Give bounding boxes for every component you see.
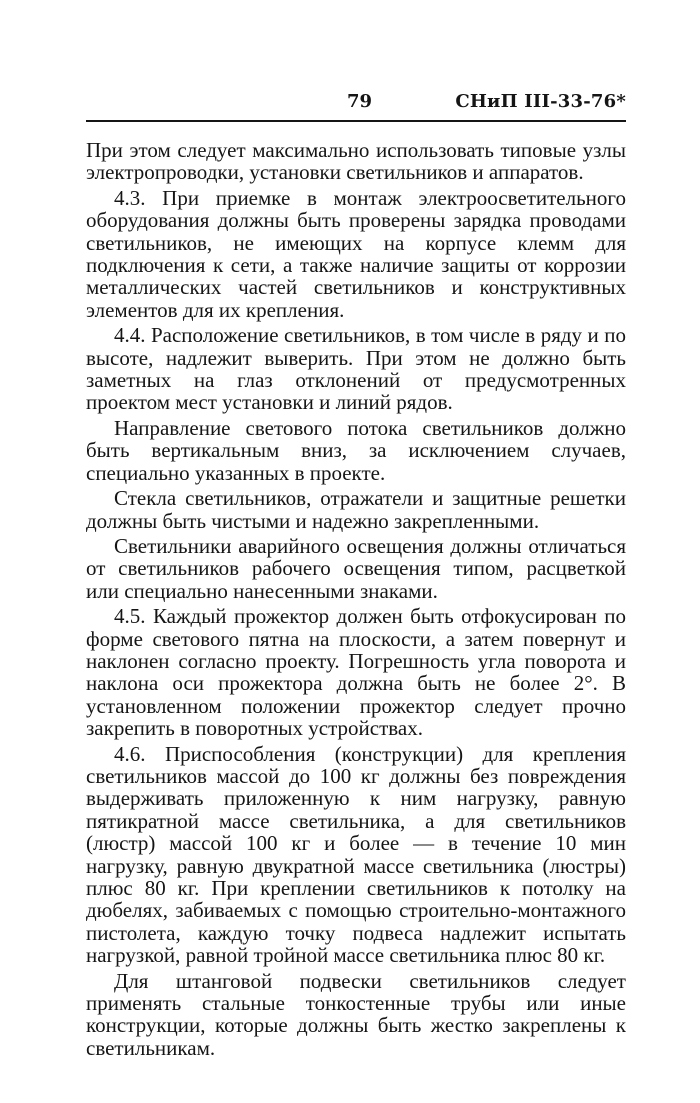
- paragraph-4-4: 4.4. Расположение светильников, в том числе в ряду и по высоте, надлежит выверить. При этом не должно быть заметных на глаз отклонений от предусмотренных проектом мест установки и линий рядов.: [86, 323, 626, 415]
- paragraph-glass-reflectors: Стекла светильников, отражатели и защитные решетки должны быть чистыми и надежно закрепленными.: [86, 486, 626, 533]
- running-head: [86, 92, 626, 120]
- paragraph-rod-suspension: Для штанговой подвески светильников следует применять стальные тонкостенные трубы или иные конструкции, которые должны быть жестко закреплены к светильникам.: [86, 968, 626, 1060]
- paragraph-4-6: 4.6. Приспособления (конструкции) для крепления светильников массой до 100 кг должны без повреждения выдерживать приложенную к ним нагрузку, равную пятикратной массе светильника, а для светильников (люстр) массой 100 кг и более — в течение 10 мин нагрузку, равную двукратной массе светильника (люстры) плюс 80 кг. При креплении светильников к потолку на дюбелях, забиваемых с помощью строительно-монтажного пистолета, каждую точку подвеса надлежит испытать нагрузкой, равной тройной массе светильника плюс 80 кг.: [86, 741, 626, 968]
- paragraph-light-direction: Направление светового потока светильников должно быть вертикальным вниз, за исключением случаев, специально указанных в проекте.: [86, 415, 626, 485]
- paragraph-emergency-lighting: Светильники аварийного освещения должны отличаться от светильников рабочего освещения типом, расцветкой или специально нанесенными знаками.: [86, 533, 626, 603]
- paragraph-4-5: 4.5. Каждый прожектор должен быть отфокусирован по форме светового пятна на плоскости, а затем повернут и наклонен согласно проекту. Погрешность угла поворота и наклона оси прожектора должна быть не более 2°. В установленном положении прожектор следует прочно закрепить в поворотных устройствах.: [86, 604, 626, 741]
- paragraph-4-3: 4.3. При приемке в монтаж электроосветительного оборудования должны быть проверены зарядка проводами светильников, не имеющих на корпусе клемм для подключения к сети, а также наличие защиты от коррозии металлических частей светильников и конструктивных элементов для их крепления.: [86, 185, 626, 322]
- document-code: СНиП III-33-76*: [455, 91, 626, 112]
- header-rule: [86, 120, 626, 122]
- paragraph-intro-continuation: При этом следует максимально использовать типовые узлы электропроводки, установки светильников и аппаратов.: [86, 138, 626, 185]
- page-number: 79: [347, 91, 373, 112]
- body-text: [86, 139, 626, 1062]
